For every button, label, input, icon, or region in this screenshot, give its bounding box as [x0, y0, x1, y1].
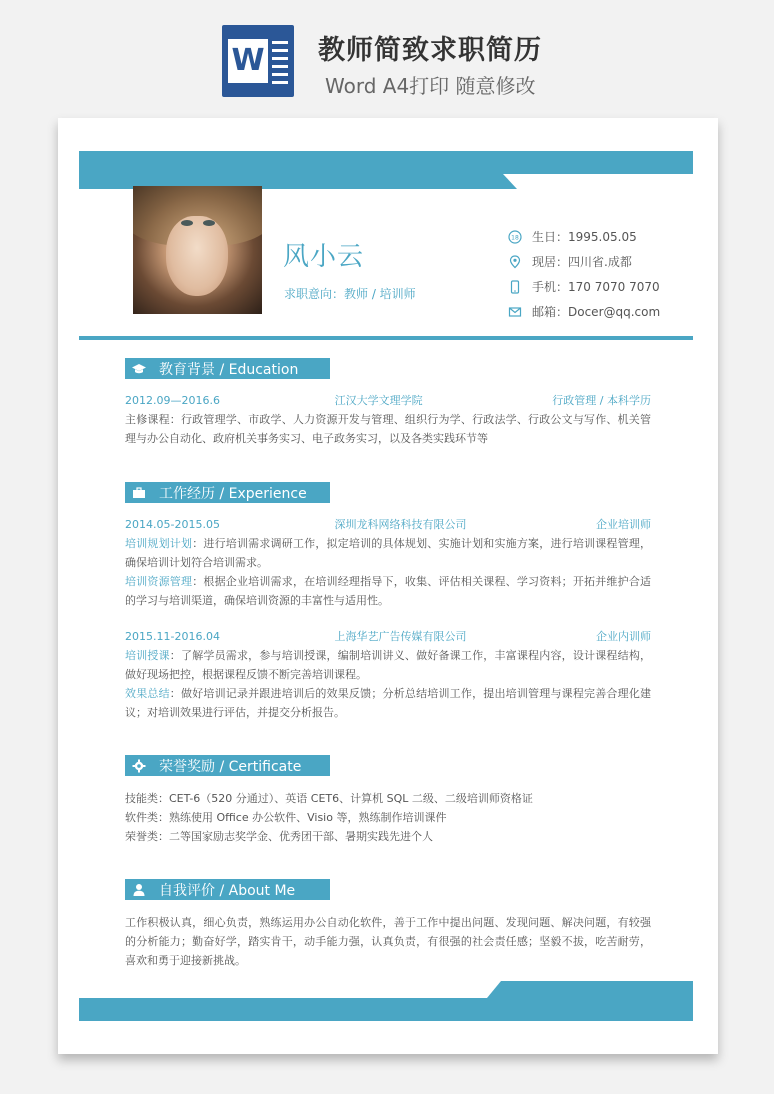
word-logo-letter: W	[228, 39, 268, 83]
duty-label: 效果总结	[125, 687, 170, 700]
job-duty	[125, 572, 651, 610]
section-title: 教育背景 / Education	[159, 361, 299, 378]
phone-icon	[508, 280, 522, 294]
certificate-line: 软件类：熟练使用 Office 办公软件、Visio 等，熟练制作培训课件	[125, 811, 447, 824]
education-courses: 主修课程：行政管理学、市政学、人力资源开发与管理、组织行为学、行政法学、行政公文与写作、机关管理与办公自动化、政府机关事务实习、电子政务实习，以及各类实践环节等	[125, 413, 651, 445]
section-title: 荣誉奖励 / Certificate	[159, 758, 302, 775]
contact-location	[508, 249, 660, 274]
contact-text: 邮箱：Docer@qq.com	[532, 305, 661, 319]
education-major: 行政管理 / 本科学历	[552, 394, 651, 407]
education-meta	[125, 391, 651, 410]
briefcase-icon	[125, 482, 153, 503]
job-entry	[125, 627, 651, 722]
job-position: 企业内训师	[596, 630, 651, 643]
job-duty	[125, 534, 651, 572]
section-heading-education	[125, 358, 330, 379]
resume-paper	[58, 118, 718, 1054]
section-heading-certificate	[125, 755, 330, 776]
duty-text: ：根据企业培训需求，在培训经理指导下，收集、评估相关课程、学习资料；开拓并维护合适的学习与培训渠道，确保培训资源的丰富性与适用性。	[125, 575, 652, 607]
duty-text: ：做好培训记录并跟进培训后的效果反馈；分析总结培训工作，提出培训管理与课程完善合理化建议；对培训效果进行评估，并提交分析报告。	[125, 687, 652, 719]
person-icon	[125, 879, 153, 900]
contact-text: 现居：四川省.成都	[532, 255, 632, 269]
contact-birthday	[508, 224, 660, 249]
education-block	[125, 391, 651, 448]
header-bar	[79, 151, 693, 189]
education-period: 2012.09—2016.6	[125, 394, 220, 407]
contact-text: 手机：170 7070 7070	[532, 280, 660, 294]
header-divider	[79, 336, 693, 340]
job-duty	[125, 646, 651, 684]
duty-label: 培训资源管理	[125, 575, 193, 588]
gear-icon	[125, 755, 153, 776]
contact-text: 生日：1995.05.05	[532, 230, 637, 244]
contact-email	[508, 299, 660, 324]
job-duty	[125, 684, 651, 722]
contact-list	[508, 224, 660, 324]
banner-subtitle: Word A4打印 随意修改	[325, 74, 536, 98]
certificate-line: 技能类：CET-6（520 分通过）、英语 CET6、计算机 SQL 二级、二级培训师资格证	[125, 792, 533, 805]
certificate-line: 荣誉类：二等国家励志奖学金、优秀团干部、暑期实践先进个人	[125, 830, 433, 843]
job-company: 深圳龙科网络科技有限公司	[334, 518, 467, 531]
graduation-cap-icon	[125, 358, 153, 379]
svg-text:18: 18	[511, 234, 519, 241]
location-icon	[508, 255, 522, 269]
banner	[0, 0, 774, 112]
section-heading-about	[125, 879, 330, 900]
job-period: 2015.11-2016.04	[125, 630, 220, 643]
job-meta	[125, 627, 651, 646]
profile-photo	[133, 186, 262, 314]
duty-text: ：了解学员需求，参与培训授课，编制培训讲义、做好备课工作，丰富课程内容，设计课程结构，做好现场把控，根据课程反馈不断完善培训课程。	[125, 649, 652, 681]
birthday-icon	[508, 230, 522, 244]
candidate-name: 风小云	[283, 242, 365, 272]
about-text: 工作积极认真，细心负责，熟练运用办公自动化软件，善于工作中提出问题、发现问题、解决问题，有较强的分析能力；勤奋好学，踏实肯干，动手能力强，认真负责，有很强的社会责任感；坚毅不拔，吃苦耐劳，喜欢和勇于迎接新挑战。	[125, 916, 651, 967]
duty-label: 培训规划计划	[125, 537, 193, 550]
mail-icon	[508, 305, 522, 319]
section-title: 工作经历 / Experience	[159, 485, 307, 502]
job-position: 企业培训师	[596, 518, 651, 531]
footer-bar	[79, 981, 693, 1021]
duty-text: ：进行培训需求调研工作，拟定培训的具体规划、实施计划和实施方案，进行培训课程管理，确保培训计划符合培训需求。	[125, 537, 652, 569]
job-entry	[125, 515, 651, 610]
word-logo-icon	[222, 25, 294, 97]
section-heading-experience	[125, 482, 330, 503]
education-school: 江汉大学文理学院	[334, 394, 423, 407]
certificate-block	[125, 789, 651, 846]
job-meta	[125, 515, 651, 534]
duty-label: 培训授课	[125, 649, 170, 662]
job-period: 2014.05-2015.05	[125, 518, 220, 531]
job-company: 上海华艺广告传媒有限公司	[334, 630, 467, 643]
section-title: 自我评价 / About Me	[159, 882, 296, 899]
banner-title: 教师简致求职简历	[318, 35, 542, 66]
job-intent: 求职意向：教师 / 培训师	[284, 287, 416, 301]
contact-phone	[508, 274, 660, 299]
